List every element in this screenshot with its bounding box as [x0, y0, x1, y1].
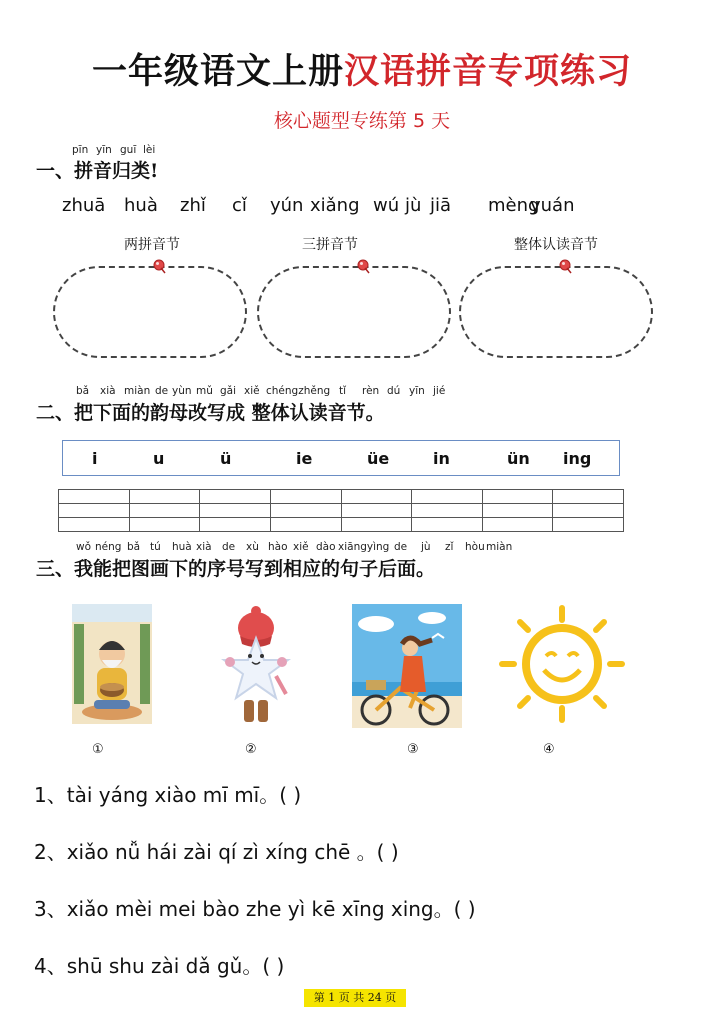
page-title: [0, 44, 724, 94]
question-1[interactable]: 1、tài yáng xiào mī mī。( ): [34, 783, 302, 807]
girl-bicycle-picture: [352, 604, 462, 728]
question-2[interactable]: 2、xiǎo nǚ hái zài qí zì xíng chē 。( ): [34, 840, 399, 864]
grandpa-drum-picture: [72, 604, 152, 724]
girl-star-picture: [214, 604, 298, 726]
answer-oval-three-part[interactable]: [257, 266, 451, 358]
title-black-part: 一年级语文上册: [91, 51, 344, 92]
answer-oval-whole[interactable]: [459, 266, 653, 358]
ruby-text: jié: [433, 385, 446, 397]
picture-number: ③: [407, 742, 419, 757]
section1-heading: 一、拼音归类!: [36, 160, 159, 182]
smiling-sun-picture: [498, 604, 626, 724]
section3-ruby: [76, 541, 536, 555]
final-item: ün: [507, 449, 530, 468]
ruby-text: miàn: [124, 385, 151, 397]
final-item: ü: [220, 449, 232, 468]
syllable: xiǎng: [310, 195, 360, 216]
syllable: zhǐ: [180, 195, 206, 216]
final-item: ie: [296, 449, 313, 468]
section2-heading: 二、把下面的韵母改写成 整体认读音节。: [36, 402, 385, 424]
ruby-text: hòu: [465, 541, 485, 553]
picture-number: ①: [92, 742, 104, 757]
syllable: jù: [405, 195, 422, 216]
ruby-text: dú: [387, 385, 401, 397]
final-item: u: [153, 449, 165, 468]
ruby-text: zǐ: [445, 541, 454, 553]
final-item: ing: [563, 449, 592, 468]
question-3[interactable]: 3、xiǎo mèi mei bào zhe yì kē xīng xing。( ): [34, 897, 476, 921]
ruby-text: xiě: [244, 385, 260, 397]
ruby-text: huà: [172, 541, 192, 553]
final-item: üe: [367, 449, 390, 468]
ruby-text: lèi: [143, 144, 156, 156]
page-footer: 第 1 页 共 24 页: [304, 989, 406, 1007]
ruby-text: xiě: [293, 541, 309, 553]
question-4[interactable]: 4、shū shu zài dǎ gǔ。( ): [34, 954, 285, 978]
syllable: huà: [124, 195, 158, 216]
ruby-text: pīn: [72, 144, 89, 156]
finals-frame: [62, 440, 620, 476]
picture-number: ④: [543, 742, 555, 757]
answer-oval-two-part[interactable]: [53, 266, 247, 358]
ruby-text: rèn: [362, 385, 380, 397]
picture-number: ②: [245, 742, 257, 757]
ruby-text: bǎ: [76, 385, 90, 397]
ruby-text: xià: [196, 541, 212, 553]
syllable: wú: [373, 195, 400, 216]
ruby-text: xù: [246, 541, 259, 553]
pushpin-icon: [355, 258, 371, 274]
syllable-list: [62, 195, 662, 219]
ruby-text: tú: [150, 541, 161, 553]
ruby-text: yùn: [172, 385, 192, 397]
ruby-text: gǎi: [220, 385, 237, 397]
ruby-text: de: [394, 541, 408, 553]
ruby-text: tǐ: [339, 385, 347, 397]
ruby-text: de: [155, 385, 169, 397]
syllable: yuán: [530, 195, 575, 216]
ruby-text: jù: [421, 541, 431, 553]
final-item: in: [433, 449, 450, 468]
syllable: cǐ: [232, 195, 247, 216]
box-label-two-part: 两拼音节: [124, 237, 180, 253]
final-item: i: [92, 449, 98, 468]
ruby-text: yīn: [96, 144, 112, 156]
ruby-text: dào: [316, 541, 336, 553]
page-subtitle: 核心题型专练第 5 天: [273, 110, 451, 132]
pushpin-icon: [151, 258, 167, 274]
ruby-text: bǎ: [127, 541, 141, 553]
ruby-text: chéngzhěng: [266, 385, 331, 397]
title-red-part: 汉语拼音专项练习: [344, 51, 633, 92]
ruby-text: néng: [95, 541, 122, 553]
ruby-text: yīn: [409, 385, 425, 397]
ruby-text: guī: [120, 144, 137, 156]
ruby-text: mǔ: [196, 385, 213, 397]
syllable: yún: [270, 195, 304, 216]
ruby-text: miàn: [486, 541, 513, 553]
ruby-text: xià: [100, 385, 116, 397]
box-label-whole: 整体认读音节: [514, 237, 598, 253]
writing-grid[interactable]: [58, 489, 624, 532]
syllable: zhuā: [62, 195, 106, 216]
section2-ruby: [76, 385, 476, 399]
pushpin-icon: [557, 258, 573, 274]
syllable: mèng: [488, 195, 540, 216]
section3-heading: 三、我能把图画下的序号写到相应的句子后面。: [36, 558, 436, 580]
ruby-text: de: [222, 541, 236, 553]
ruby-text: xiāngyìng: [338, 541, 390, 553]
ruby-text: wǒ: [76, 541, 92, 553]
ruby-text: hào: [268, 541, 288, 553]
syllable: jiā: [430, 195, 452, 216]
box-label-three-part: 三拼音节: [302, 237, 358, 253]
